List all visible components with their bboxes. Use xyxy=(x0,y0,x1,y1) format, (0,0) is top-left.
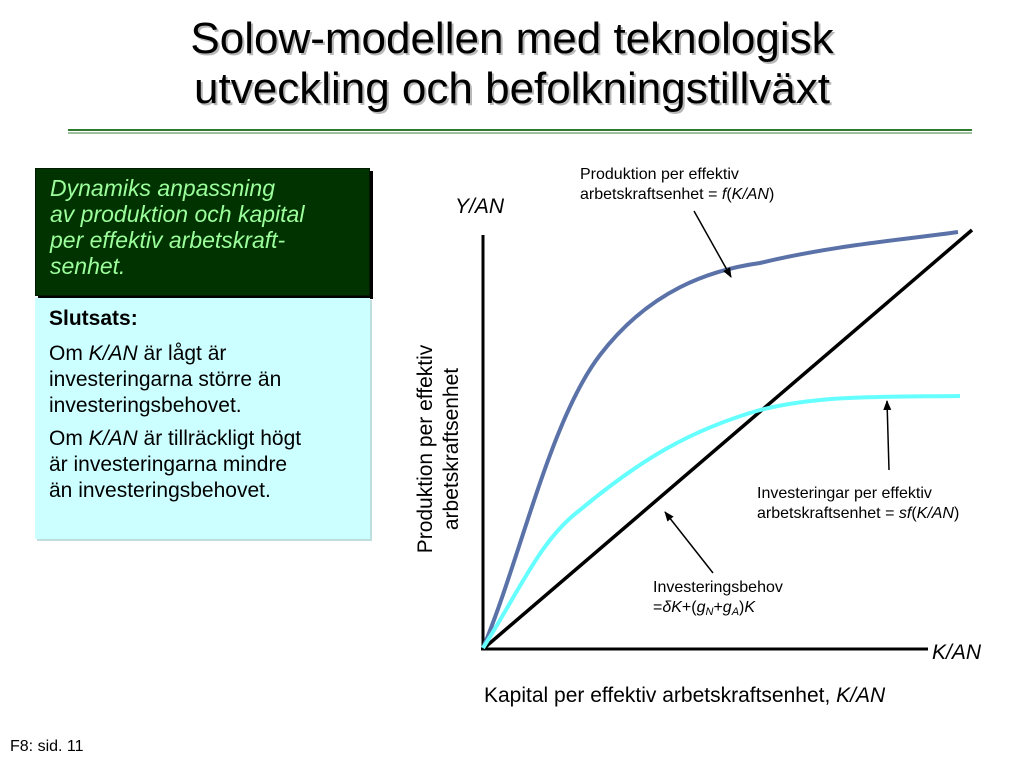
x-axis-title xyxy=(484,684,885,708)
dynamics-line-4: senhet. xyxy=(50,253,126,279)
investment-annotation-text: arbetskraftsenhet = xyxy=(757,505,899,522)
production-function-symbol: f xyxy=(721,186,727,203)
investment-annotation-line-1: Investeringar per effektiv xyxy=(757,485,932,502)
investment-need-line-1: Investeringsbehov xyxy=(653,579,783,596)
dynamics-line-3: per effektiv arbetskraft- xyxy=(50,227,286,253)
production-variable: K/AN xyxy=(731,186,769,203)
conclusion-p2-line-2: är investeringarna mindre xyxy=(49,453,288,476)
slide-footer: F8: sid. 11 xyxy=(10,738,84,755)
conclusion-p2-prefix: Om xyxy=(49,427,89,450)
production-annotation-line-2 xyxy=(580,185,774,205)
conclusion-p1-prefix: Om xyxy=(49,342,89,365)
investment-need-arrow xyxy=(665,512,713,573)
y-axis-title-line-1: Produktion per effektiv xyxy=(414,344,437,554)
need-delta: δ xyxy=(662,599,672,616)
y-axis-title-line-2: arbetskraftsenhet xyxy=(440,367,463,531)
production-annotation-text: arbetskraftsenhet = xyxy=(580,186,722,203)
need-equals: = xyxy=(653,599,663,616)
investment-annotation-line-2 xyxy=(757,504,959,524)
need-plus: + xyxy=(713,599,723,616)
dynamics-line-2: av produktion och kapital xyxy=(50,201,305,227)
y-axis-title xyxy=(413,299,469,599)
production-annotation xyxy=(580,165,774,205)
investment-need-formula xyxy=(653,598,783,622)
production-close-paren: ) xyxy=(768,186,775,203)
investment-close-paren: ) xyxy=(953,505,960,522)
production-arrow xyxy=(694,211,731,277)
conclusion-heading: Slutsats: xyxy=(49,307,138,330)
need-plus-open: +( xyxy=(681,599,697,616)
investment-function-symbol: sf xyxy=(898,505,912,522)
need-k-1: K xyxy=(671,599,682,616)
investment-need-annotation xyxy=(653,578,783,622)
slide-title-line-1: Solow-modellen med teknologisk xyxy=(190,14,834,63)
need-k-2: K xyxy=(744,599,756,616)
conclusion-p1-line-3: investeringsbehovet. xyxy=(49,394,242,417)
x-axis-title-text: Kapital per effektiv arbetskraftsenhet, xyxy=(484,684,837,707)
need-g-1: g xyxy=(696,599,706,616)
conclusion-p1-line-2: investeringarna större än xyxy=(49,368,282,391)
investment-variable: K/AN xyxy=(916,505,954,522)
need-close: ) xyxy=(739,599,745,616)
need-g-2: g xyxy=(722,599,732,616)
conclusion-p2-line-1-rest: är tillräckligt högt xyxy=(137,427,302,450)
investment-arrow xyxy=(887,401,889,470)
y-axis-symbol: Y/AN xyxy=(455,195,505,218)
conclusion-p1-line-1-rest: är lågt är xyxy=(137,342,227,365)
x-axis-symbol: K/AN xyxy=(932,641,982,664)
dynamics-line-1: Dynamiks anpassning xyxy=(50,175,276,201)
production-annotation-line-1: Produktion per effektiv xyxy=(580,166,739,183)
need-subscript-n: N xyxy=(705,606,714,618)
conclusion-p2-line-3: än investeringsbehovet. xyxy=(49,479,271,502)
x-axis-title-variable: K/AN xyxy=(836,684,886,707)
conclusion-p2-variable: K/AN xyxy=(88,427,138,450)
slide-title-line-2: utveckling och befolkningstillväxt xyxy=(194,64,830,113)
conclusion-p1-variable: K/AN xyxy=(88,342,138,365)
investment-annotation xyxy=(757,484,959,524)
production-open-paren: ( xyxy=(726,186,732,203)
investment-open-paren: ( xyxy=(911,505,917,522)
need-subscript-a: A xyxy=(731,606,740,618)
